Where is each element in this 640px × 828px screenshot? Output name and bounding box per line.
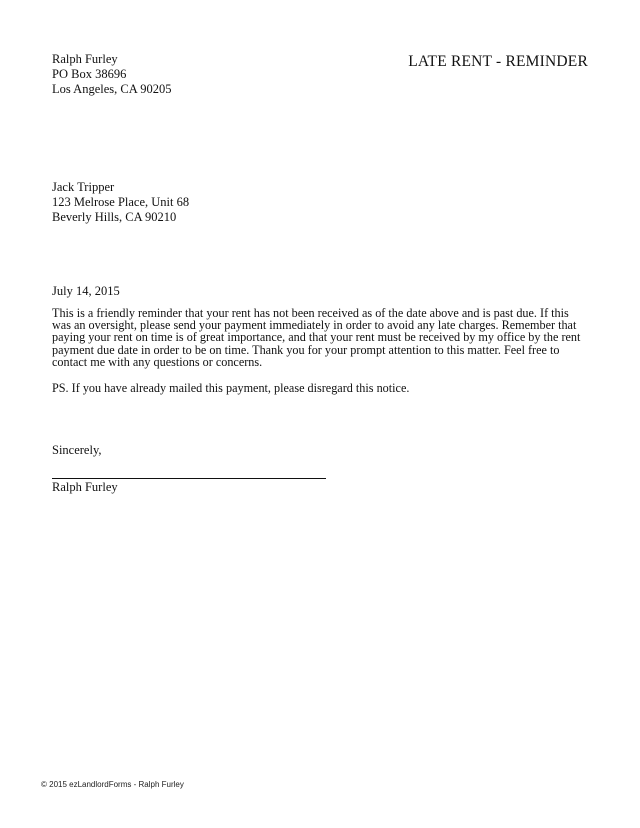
letter-body [52,307,592,368]
recipient-address-block [52,180,189,225]
sender-address-line2: Los Angeles, CA 90205 [52,82,172,96]
sender-address-line1: PO Box 38696 [52,67,127,81]
postscript: PS. If you have already mailed this payment, please disregard this notice. [52,381,410,395]
body-line: paying your rent on time is of great importance, and that your rent must be received by my office by the rent [52,330,581,345]
body-line: payment due date in order to be on time. Thank you for your prompt attention to this matter. Feel free to [52,342,560,357]
body-line: was an oversight, please send your payment immediately in order to avoid any late charges. Remember that [52,318,577,333]
letter-date: July 14, 2015 [52,284,120,298]
signature-line [52,478,326,479]
footer-copyright: © 2015 ezLandlordForms - Ralph Furley [41,780,184,789]
signer-name: Ralph Furley [52,480,118,494]
recipient-name: Jack Tripper [52,180,115,194]
sender-name: Ralph Furley [52,52,118,66]
body-line: contact me with any questions or concerns. [52,354,263,369]
sender-address-block [52,52,171,97]
recipient-address-line2: Beverly Hills, CA 90210 [52,210,177,224]
closing: Sincerely, [52,443,102,457]
recipient-address-line1: 123 Melrose Place, Unit 68 [52,195,190,209]
body-line: This is a friendly reminder that your rent has not been received as of the date above and is past due. If this [52,306,569,320]
document-title: LATE RENT - REMINDER [408,53,588,70]
